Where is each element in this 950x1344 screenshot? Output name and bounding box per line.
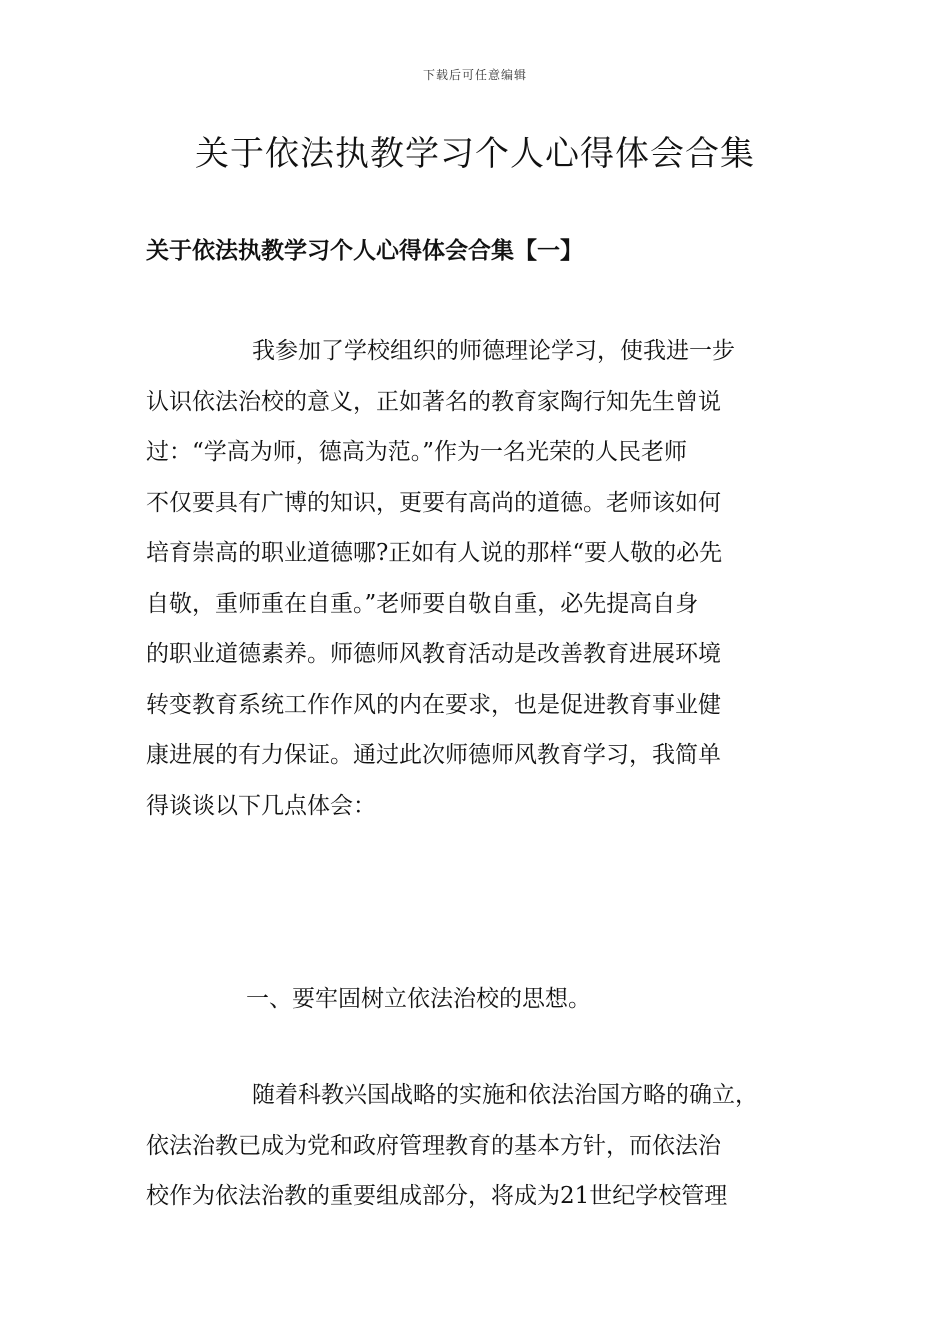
paragraph-line: 随着科教兴国战略的实施和依法治国方略的确立，	[252, 1082, 758, 1108]
paragraph-line: 培育崇高的职业道德哪?正如有人说的那样“要人敬的必先	[146, 540, 723, 566]
section-heading: 关于依法执教学习个人心得体会合集【一】	[146, 237, 583, 264]
paragraph-line: 依法治教已成为党和政府管理教育的基本方针，而依法治	[146, 1132, 721, 1159]
paragraph-line: 转变教育系统工作作风的内在要求，也是促进教育事业健	[146, 691, 721, 718]
paragraph-line: 自敬，重师重在自重。”老师要自敬自重，必先提高自身	[146, 590, 699, 617]
paragraph-line: 得谈谈以下几点体会：	[146, 792, 376, 819]
paragraph-line: 校作为依法治教的重要组成部分，将成为21世纪学校管理	[146, 1183, 728, 1209]
paragraph-line: 过：“学高为师，德高为范。”作为一名光荣的人民老师	[146, 439, 688, 465]
paragraph-line: 认识依法治校的意义，正如著名的教育家陶行知先生曾说	[146, 388, 721, 415]
paragraph-1	[146, 326, 808, 831]
subheading: 一、要牢固树立依法治校的思想。	[246, 986, 591, 1012]
paragraph-line: 我参加了学校组织的师德理论学习，使我进一步	[252, 338, 735, 364]
paragraph-line: 康进展的有力保证。通过此次师德师风教育学习，我简单	[146, 742, 721, 768]
paragraph-line: 的职业道德素养。师德师风教育活动是改善教育进展环境	[146, 641, 721, 667]
header-note: 下载后可任意编辑	[422, 68, 527, 82]
paragraph-line: 不仅要具有广博的知识，更要有高尚的道德。老师该如何	[146, 489, 721, 516]
paragraph-2	[146, 1070, 808, 1222]
document-title: 关于依法执教学习个人心得体会合集	[195, 134, 755, 174]
